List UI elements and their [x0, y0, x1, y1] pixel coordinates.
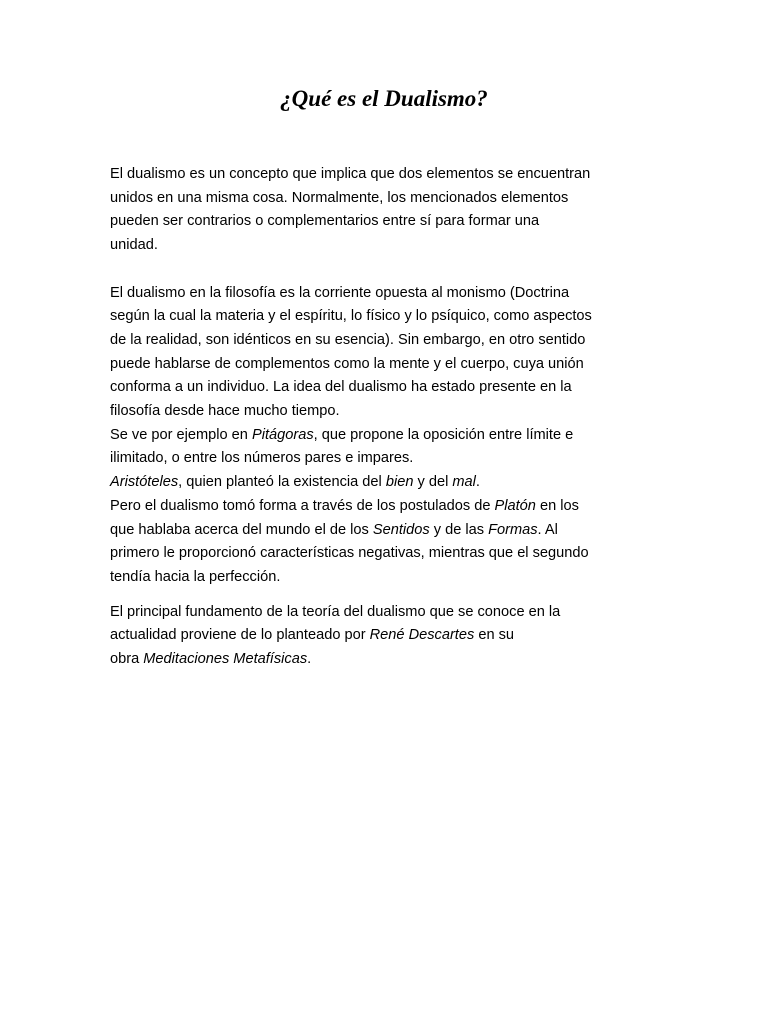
- emphasis-formas: Formas: [488, 521, 538, 538]
- text-line: [110, 519, 630, 543]
- text-line: [110, 424, 630, 448]
- paragraph-2: [110, 282, 630, 424]
- text-line: filosofía desde hace mucho tiempo.: [110, 403, 340, 420]
- emphasis-meditaciones-metafisicas: Meditaciones Metafísicas: [143, 651, 308, 668]
- text-run: en su: [474, 627, 515, 644]
- text-line: El dualismo es un concepto que implica que dos elementos se encuentran: [110, 166, 591, 182]
- text-run: . Al: [537, 521, 558, 538]
- text-line: de la realidad, son idénticos en su esencia). Sin embargo, en otro sentido: [110, 331, 586, 348]
- text-run: .: [475, 474, 480, 491]
- text-line: tendía hacia la perfección.: [110, 568, 281, 585]
- document-title: ¿Qué es el Dualismo?: [280, 86, 488, 111]
- text-line: [110, 495, 630, 519]
- paragraph-4: [110, 471, 630, 495]
- document-body: [110, 163, 630, 672]
- text-line: El principal fundamento de la teoría del dualismo que se conoce en la: [110, 603, 561, 620]
- text-line: ilimitado, o entre los números pares e impares.: [110, 450, 414, 467]
- text-line: [110, 471, 630, 495]
- text-run: obra: [110, 651, 144, 668]
- text-run: .: [307, 651, 312, 668]
- emphasis-bien: bien: [385, 474, 414, 491]
- paragraph-5: [110, 495, 630, 590]
- emphasis-sentidos: Sentidos: [372, 521, 430, 538]
- text-run: en los: [535, 497, 579, 514]
- text-line: El dualismo en la filosofía es la corriente opuesta al monismo (Doctrina: [110, 284, 570, 301]
- text-run: Pero el dualismo tomó forma a través de los postulados de: [110, 497, 495, 514]
- text-run: actualidad proviene de lo planteado por: [110, 627, 370, 644]
- emphasis-rene-descartes: René Descartes: [369, 627, 475, 644]
- text-run: , que propone la oposición entre límite e: [313, 426, 574, 443]
- paragraph-1: [110, 163, 630, 258]
- text-line: puede hablarse de complementos como la mente y el cuerpo, cuya unión: [110, 355, 584, 372]
- text-line: [110, 624, 630, 648]
- text-line: según la cual la materia y el espíritu, lo físico y lo psíquico, como aspectos: [110, 308, 592, 325]
- text-run: Se ve por ejemplo en: [110, 426, 252, 443]
- emphasis-aristoteles: Aristóteles: [110, 474, 179, 491]
- paragraph-6: [110, 601, 630, 672]
- paragraph-3: [110, 424, 630, 471]
- emphasis-mal: mal: [452, 474, 476, 491]
- text-line: unidad.: [110, 237, 158, 254]
- text-run: que hablaba acerca del mundo el de los: [110, 521, 373, 538]
- emphasis-pitagoras: Pitágoras: [251, 426, 314, 443]
- text-run: y del: [413, 474, 453, 491]
- text-line: conforma a un individuo. La idea del dualismo ha estado presente en la: [110, 379, 572, 396]
- emphasis-platon: Platón: [494, 497, 536, 514]
- text-line: pueden ser contrarios o complementarios entre sí para formar una: [110, 213, 540, 230]
- text-run: y de las: [429, 521, 489, 538]
- text-run: , quien planteó la existencia del: [178, 474, 386, 491]
- text-line: primero le proporcionó características negativas, mientras que el segundo: [110, 545, 589, 562]
- text-line: [110, 648, 630, 672]
- text-line: unidos en una misma cosa. Normalmente, los mencionados elementos: [110, 189, 569, 206]
